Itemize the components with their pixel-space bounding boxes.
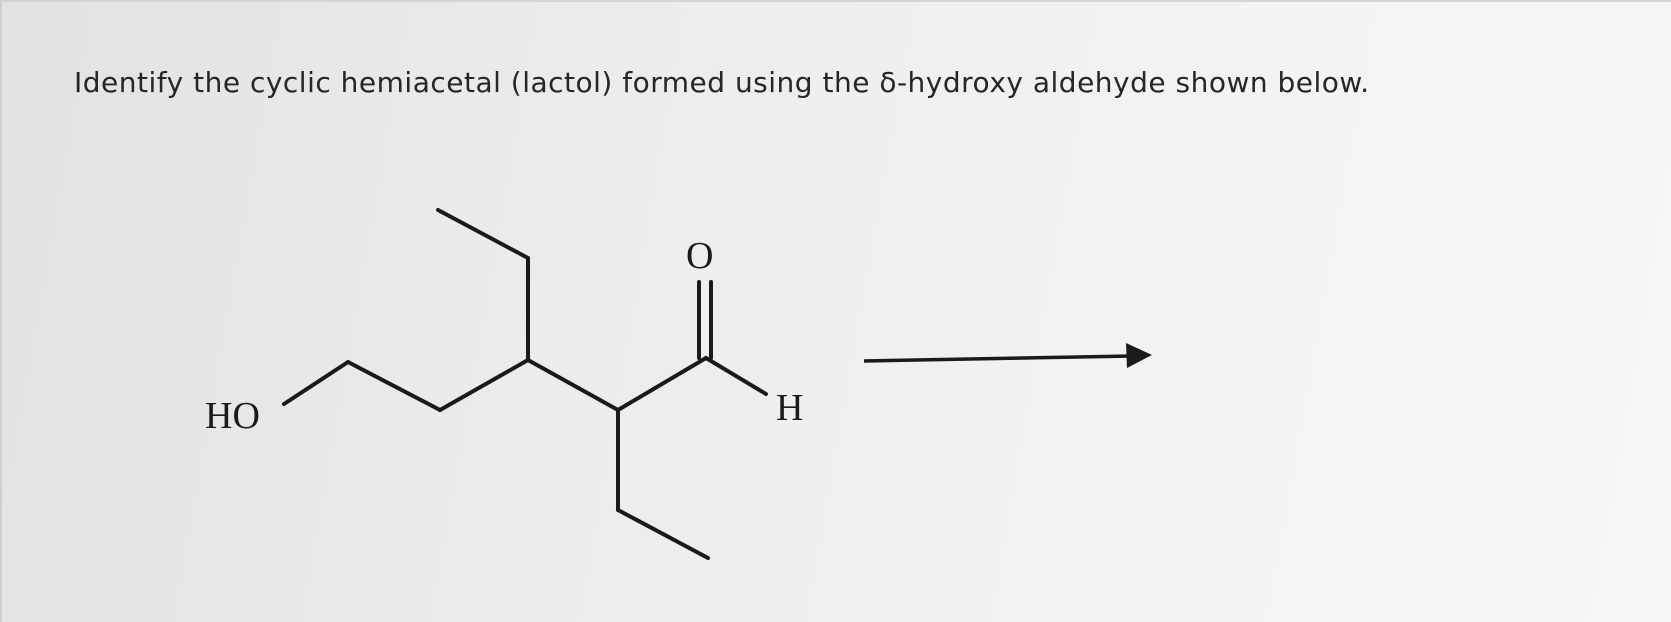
- reaction-arrow-head: [1126, 343, 1152, 368]
- aldehyde-hydrogen-label: H: [776, 387, 804, 429]
- reaction-arrow-shaft: [864, 356, 1132, 361]
- question-text: Identify the cyclic hemiacetal (lactol) formed using the δ-hydroxy aldehyde shown below.: [74, 66, 1370, 99]
- bond-c5-c4: [348, 362, 440, 410]
- carbonyl-oxygen-label: O: [686, 235, 714, 277]
- bond-c3-c2: [528, 360, 618, 410]
- hydroxyl-label: HO: [205, 395, 260, 437]
- bond-ethyl-ch2-ch3-bottom: [618, 510, 708, 558]
- bond-o-c5: [284, 362, 348, 404]
- reaction-arrow: [864, 343, 1152, 368]
- bond-ethyl-ch2-ch3-top: [438, 210, 528, 258]
- bond-c2-c1: [618, 358, 706, 410]
- bond-c4-c3: [440, 360, 528, 410]
- bond-c1-h: [706, 358, 766, 394]
